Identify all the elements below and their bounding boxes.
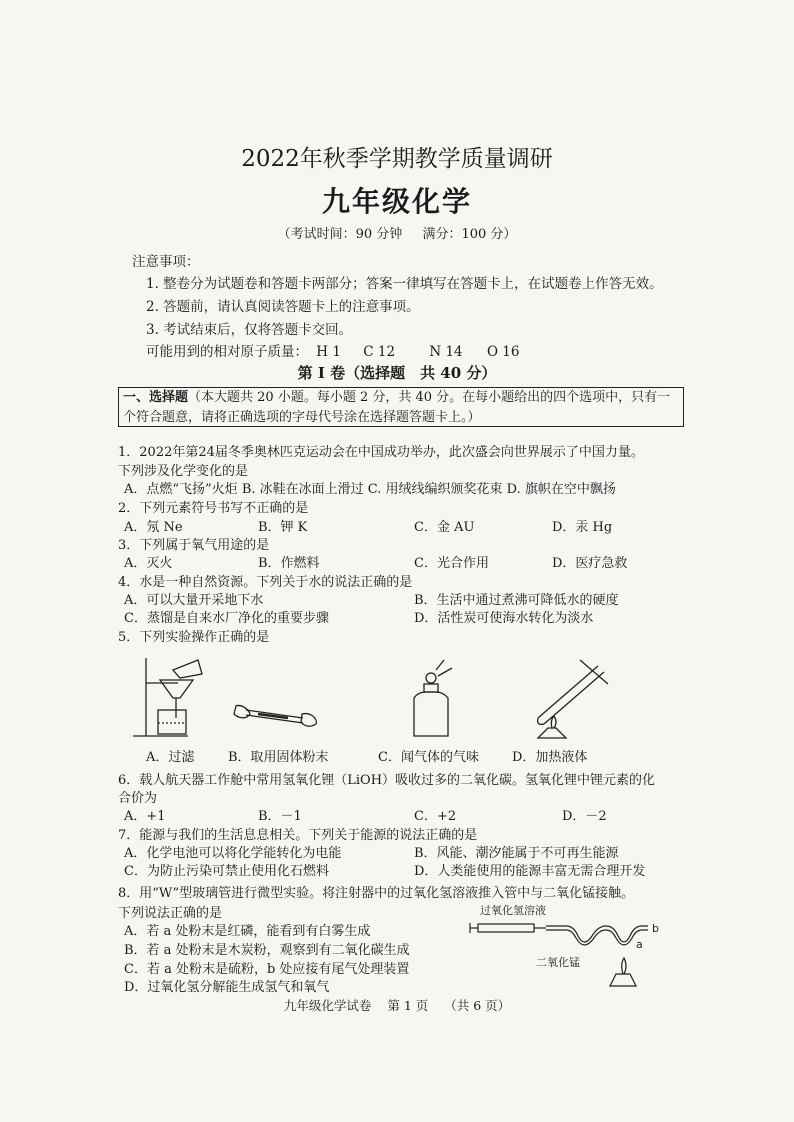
q6-stem-1: 6．载人航天器工作舱中常用氢氧化锂（LiOH）吸收过多的二氧化碳。氢氧化锂中锂元素的化 [118, 773, 656, 788]
powder-figure [234, 705, 316, 726]
q8-option-d: D．过氧化氢分解能生成氢气和氧气 [124, 980, 330, 995]
q6-option-a: A．+1 [124, 809, 166, 824]
exam-title: 2022年秋季学期教学质量调研 [241, 146, 553, 172]
q2-option-c: C．金 AU [414, 520, 475, 535]
smell-gas-figure [414, 660, 452, 736]
fig-label-peroxide: 过氧化氢溶液 [480, 904, 546, 917]
box-heading: 一、选择题 [123, 390, 189, 405]
q4-option-c: C．蒸馏是自来水厂净化的重要步骤 [124, 611, 329, 626]
q4-stem: 4．水是一种自然资源。下列关于水的说法正确的是 [118, 575, 413, 590]
q8-option-c: C．若 a 处粉末是硫粉，b 处应接有尾气处理装置 [124, 962, 410, 977]
q8-stem-2: 下列说法正确的是 [118, 906, 223, 921]
q6-option-c: C．+2 [414, 809, 457, 824]
q6-stem-2: 合价为 [118, 791, 158, 806]
q5-option-d: D．加热液体 [512, 750, 588, 765]
footer-page: 第 1 页 [387, 998, 429, 1013]
q5-option-c: C．闻气体的气味 [378, 750, 479, 765]
q4-option-d: D．活性炭可使海水转化为淡水 [414, 611, 594, 626]
atomic-label: 可能用到的相对原子质量： [146, 344, 308, 360]
atomic-c: C 12 [363, 344, 396, 360]
atomic-o: O 16 [486, 344, 520, 360]
atomic-mass-line [146, 340, 520, 360]
q7-option-d: D．人类能使用的能源丰富无需合理开发 [414, 864, 646, 879]
fig-label-mno2: 二氧化锰 [536, 956, 580, 969]
q8-option-b: B．若 a 处粉末是木炭粉，观察到有二氧化碳生成 [124, 943, 410, 958]
fig-label-b: b [652, 922, 659, 935]
q7-option-a: A．化学电池可以将化学能转化为电能 [124, 846, 342, 861]
q8-option-a: A．若 a 处粉末是红磷，能看到有白雾生成 [124, 924, 371, 939]
atomic-h: H 1 [316, 344, 341, 360]
exam-score: 满分：100 分） [422, 227, 517, 242]
q2-option-d: D．汞 Hg [552, 520, 613, 535]
filtration-figure [133, 658, 202, 736]
w-tube-figure [466, 902, 666, 994]
exam-info [0, 223, 794, 242]
note-3: 3. 考试结束后，仅将答题卡交回。 [146, 322, 353, 338]
q5-figures [118, 648, 678, 743]
q8-stem-1: 8．用“W”型玻璃管进行微型实验。将注射器中的过氧化氢溶液推入管中与二氧化锰接触。 [118, 886, 635, 901]
atomic-n: N 14 [429, 344, 463, 360]
q3-option-a: A．灭火 [124, 556, 173, 571]
q5-stem: 5．下列实验操作正确的是 [118, 630, 270, 645]
q1-stem-2: 下列涉及化学变化的是 [118, 464, 249, 479]
instructions-box [118, 387, 684, 427]
note-1: 1. 整卷分为试题卷和答题卡两部分；答案一律填写在答题卡上，在试题卷上作答无效。 [146, 276, 663, 292]
q3-stem: 3．下列属于氧气用途的是 [118, 538, 270, 553]
q3-option-b: B．作燃料 [258, 556, 320, 571]
q5-option-b: B．取用固体粉末 [228, 750, 329, 765]
q4-option-b: B．生活中通过煮沸可降低水的硬度 [414, 593, 619, 608]
footer-total: （共 6 页） [444, 998, 511, 1013]
note-2: 2. 答题前，请认真阅读答题卡上的注意事项。 [146, 299, 420, 315]
q6-option-d: D．－2 [562, 809, 607, 824]
q7-option-b: B．风能、潮汐能属于不可再生能源 [414, 846, 619, 861]
q6-option-b: B．－1 [258, 809, 302, 824]
footer-name: 九年级化学试卷 [283, 998, 372, 1013]
page-footer [0, 996, 794, 1014]
q3-option-d: D．医疗急救 [552, 556, 628, 571]
notes-heading: 注意事项： [132, 254, 200, 270]
exam-time: （考试时间：90 分钟 [277, 227, 403, 242]
q2-option-b: B．钾 K [258, 520, 308, 535]
q2-stem: 2．下列元素符号书写不正确的是 [118, 501, 309, 516]
q1-options: A．点燃“飞扬”火炬 B. 冰鞋在冰面上滑过 C. 用绒线编织颁奖花束 D. 旗帜在空中飘扬 [124, 482, 616, 497]
q5-option-a: A．过滤 [146, 750, 195, 765]
q1-stem-1: 1．2022年第24届冬季奥林匹克运动会在中国成功举办，此次盛会向世界展示了中国力量。 [118, 445, 644, 460]
q3-option-c: C．光合作用 [414, 556, 489, 571]
q2-option-a: A．氖 Ne [124, 520, 183, 535]
heat-liquid-figure [538, 660, 608, 738]
section-title: 第 I 卷（选择题 共 40 分） [297, 364, 497, 382]
box-text: （本大题共 20 小题。每小题 2 分，共 40 分。在每小题给出的四个选项中，只有一个符合题意，请将正确选项的字母代号涂在选择题答题卡上。） [123, 390, 671, 425]
q7-stem: 7．能源与我们的生活息息相关。下列关于能源的说法正确的是 [118, 828, 478, 843]
subject-title: 九年级化学 [321, 185, 472, 218]
q7-option-c: C．为防止污染可禁止使用化石燃料 [124, 864, 329, 879]
q4-option-a: A．可以大量开采地下水 [124, 593, 264, 608]
fig-label-a: a [636, 938, 643, 951]
